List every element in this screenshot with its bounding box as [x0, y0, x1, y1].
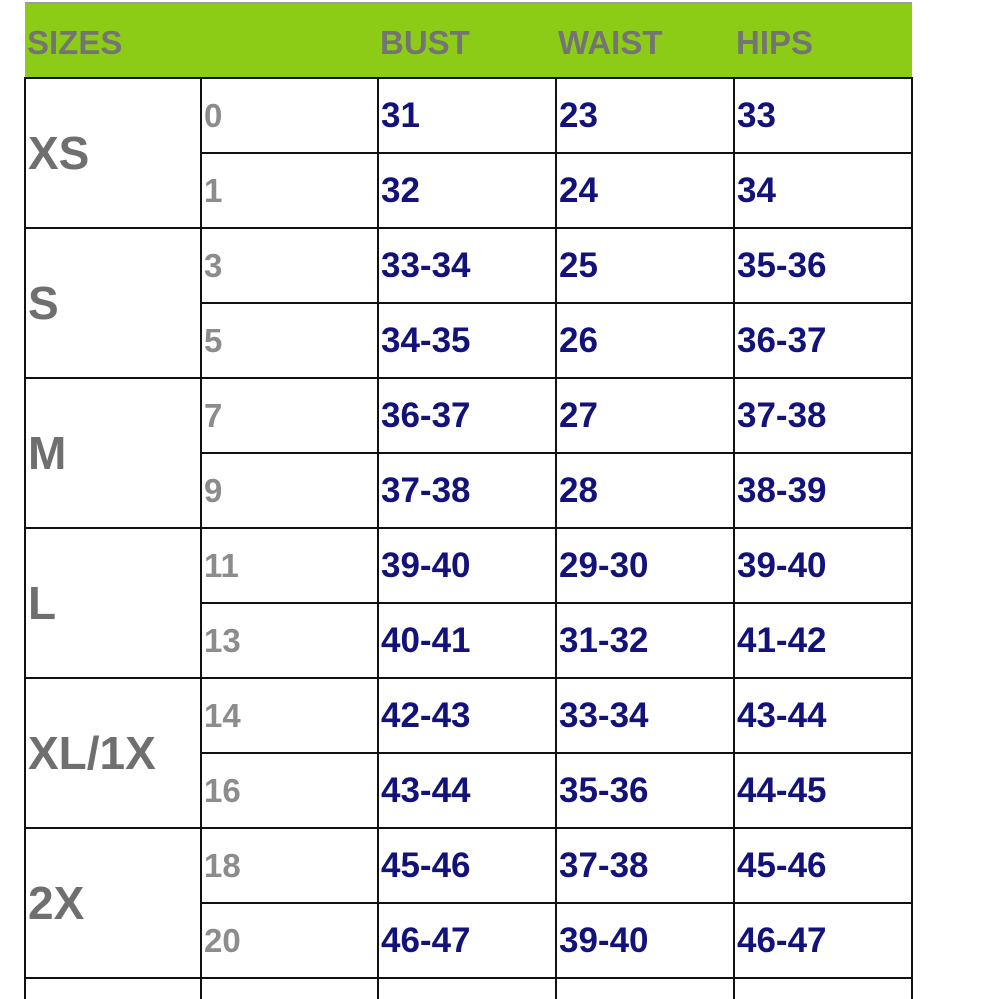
bust-value: 36-37 [378, 378, 556, 453]
size-number: 9 [201, 453, 378, 528]
hips-value: 35-36 [734, 228, 912, 303]
size-number: 18 [201, 828, 378, 903]
size-number: 16 [201, 753, 378, 828]
table-row [25, 228, 912, 303]
empty-cell [378, 978, 556, 999]
table-row [25, 678, 912, 753]
waist-value: 23 [556, 78, 734, 153]
size-label: 2X [25, 828, 201, 978]
empty-cell [556, 978, 734, 999]
hips-value: 39-40 [734, 528, 912, 603]
header-row [25, 3, 912, 78]
bust-value: 33-34 [378, 228, 556, 303]
hips-value: 44-45 [734, 753, 912, 828]
waist-value: 33-34 [556, 678, 734, 753]
table-row-cut-off [25, 978, 912, 999]
bust-value: 39-40 [378, 528, 556, 603]
empty-cell [734, 978, 912, 999]
table-row [25, 78, 912, 153]
size-number: 7 [201, 378, 378, 453]
waist-value: 27 [556, 378, 734, 453]
waist-value: 31-32 [556, 603, 734, 678]
empty-cell [201, 978, 378, 999]
hips-value: 41-42 [734, 603, 912, 678]
bust-value: 43-44 [378, 753, 556, 828]
bust-value: 32 [378, 153, 556, 228]
hips-value: 45-46 [734, 828, 912, 903]
waist-value: 24 [556, 153, 734, 228]
hips-value: 33 [734, 78, 912, 153]
waist-value: 26 [556, 303, 734, 378]
size-label: XS [25, 78, 201, 228]
size-number: 1 [201, 153, 378, 228]
size-number: 20 [201, 903, 378, 978]
header-number [201, 3, 378, 78]
size-number: 5 [201, 303, 378, 378]
size-label: XL/1X [25, 678, 201, 828]
bust-value: 37-38 [378, 453, 556, 528]
hips-value: 43-44 [734, 678, 912, 753]
size-number: 3 [201, 228, 378, 303]
header-sizes: SIZES [25, 3, 201, 78]
bust-value: 34-35 [378, 303, 556, 378]
waist-value: 35-36 [556, 753, 734, 828]
hips-value: 36-37 [734, 303, 912, 378]
hips-value: 38-39 [734, 453, 912, 528]
size-chart-table [24, 2, 913, 999]
table-row [25, 828, 912, 903]
waist-value: 29-30 [556, 528, 734, 603]
waist-value: 39-40 [556, 903, 734, 978]
bust-value: 40-41 [378, 603, 556, 678]
size-label: L [25, 528, 201, 678]
header-hips: HIPS [734, 3, 912, 78]
bust-value: 46-47 [378, 903, 556, 978]
table-row [25, 378, 912, 453]
size-number: 13 [201, 603, 378, 678]
bust-value: 42-43 [378, 678, 556, 753]
bust-value: 45-46 [378, 828, 556, 903]
waist-value: 25 [556, 228, 734, 303]
table-row [25, 528, 912, 603]
size-number: 14 [201, 678, 378, 753]
header-bust: BUST [378, 3, 556, 78]
size-label: S [25, 228, 201, 378]
hips-value: 46-47 [734, 903, 912, 978]
bust-value: 31 [378, 78, 556, 153]
size-number: 0 [201, 78, 378, 153]
hips-value: 34 [734, 153, 912, 228]
waist-value: 37-38 [556, 828, 734, 903]
header-waist: WAIST [556, 3, 734, 78]
size-number: 11 [201, 528, 378, 603]
size-label: M [25, 378, 201, 528]
empty-cell [25, 978, 201, 999]
waist-value: 28 [556, 453, 734, 528]
hips-value: 37-38 [734, 378, 912, 453]
